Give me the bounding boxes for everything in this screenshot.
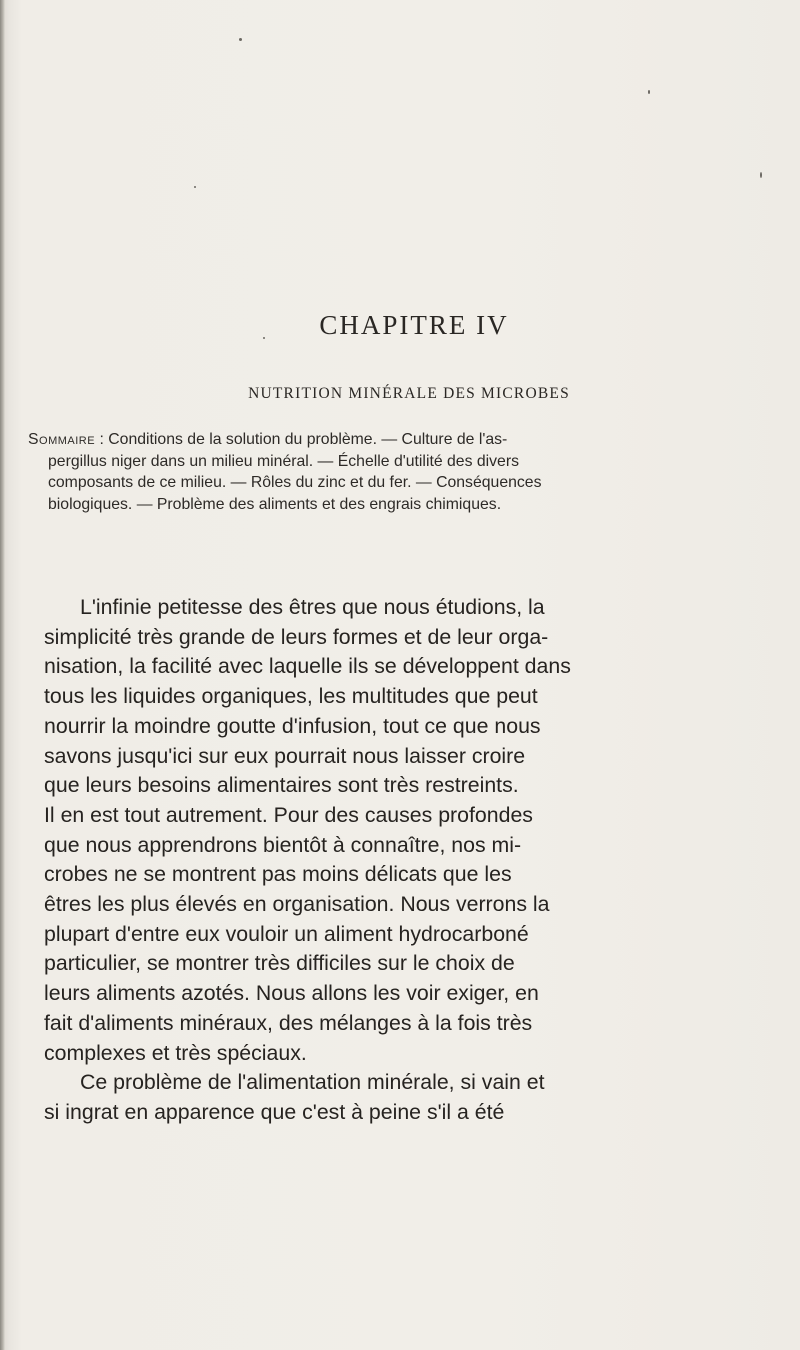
summary-line: pergillus niger dans un milieu minéral. — Échelle d'utilité des divers: [48, 452, 520, 470]
body-paragraphs: [44, 593, 764, 1128]
body-line: tous les liquides organiques, les multitudes que peut: [44, 684, 538, 709]
body-line: si ingrat en apparence que c'est à peine s'il a été: [44, 1099, 505, 1124]
summary-line: [28, 429, 768, 451]
chapter-summary: [28, 429, 768, 515]
body-line: simplicité très grande de leurs formes et de leur orga-: [44, 624, 549, 649]
paper-speck: [194, 186, 196, 188]
paper-speck: [648, 90, 650, 94]
body-line: savons jusqu'ici sur eux pourrait nous laisser croire: [44, 743, 526, 768]
paper-speck: [760, 172, 762, 178]
body-line: crobes ne se montrent pas moins délicats que les: [44, 862, 512, 887]
summary-label: Sommaire: [28, 431, 96, 448]
body-line: êtres les plus élevés en organisation. Nous verrons la: [44, 892, 550, 917]
body-line: fait d'aliments minéraux, des mélanges à la fois très: [44, 1010, 533, 1035]
body-line: leurs aliments azotés. Nous allons les voir exiger, en: [44, 981, 539, 1006]
body-line: nourrir la moindre goutte d'infusion, tout ce que nous: [44, 713, 541, 738]
body-line: que nous apprendrons bientôt à connaître, nos mi-: [44, 832, 522, 857]
body-line: L'infinie petitesse des êtres que nous étudions, la: [80, 595, 545, 619]
page-binding-edge: [0, 0, 5, 1350]
chapter-title: CHAPITRE IV: [319, 310, 509, 340]
summary-line-text: : Conditions de la solution du problème. — Culture de l'as-: [99, 431, 508, 448]
summary-line: biologiques. — Problème des aliments et des engrais chimiques.: [48, 495, 502, 513]
body-line: Ce problème de l'alimentation minérale, si vain et: [80, 1070, 545, 1095]
body-line: Il en est tout autrement. Pour des causes profondes: [44, 802, 533, 827]
body-line: particulier, se montrer très difficiles sur le choix de: [44, 951, 515, 976]
body-line: plupart d'entre eux vouloir un aliment hydrocarboné: [44, 921, 529, 946]
body-line: nisation, la facilité avec laquelle ils se développent dans: [44, 654, 571, 679]
chapter-subtitle: NUTRITION MINÉRALE DES MICROBES: [248, 385, 570, 402]
body-line: que leurs besoins alimentaires sont très restreints.: [44, 773, 519, 798]
body-line: complexes et très spéciaux.: [44, 1040, 307, 1065]
paper-speck: [239, 38, 242, 41]
summary-line: composants de ce milieu. — Rôles du zinc et du fer. — Conséquences: [48, 474, 542, 491]
